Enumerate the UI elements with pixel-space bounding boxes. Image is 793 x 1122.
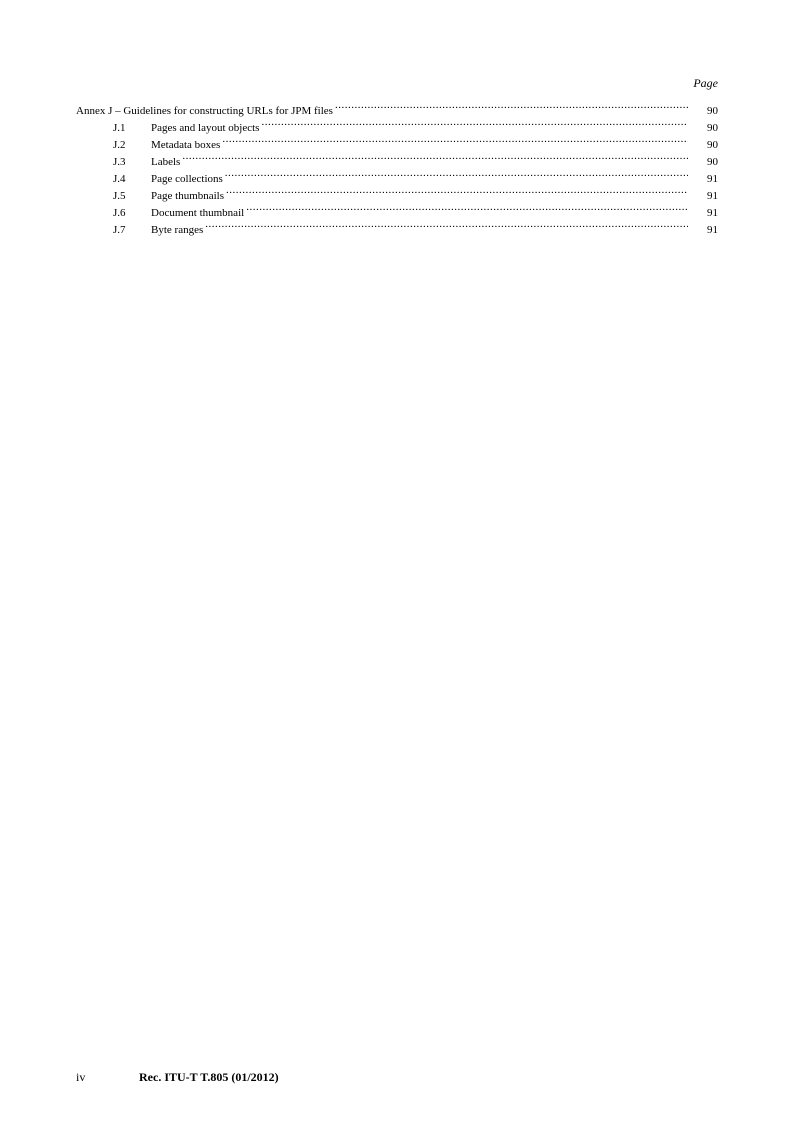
toc-entry-title: Document thumbnail [151,207,245,219]
toc-entry-title: Page thumbnails [151,190,225,202]
toc-entry-number: J.1 [113,122,126,134]
footer-page-number: iv [76,1070,86,1084]
toc-dot-leader [246,199,688,216]
toc-dot-leader [182,148,688,165]
toc-entry-title: Byte ranges [151,224,204,236]
toc-dot-leader [205,216,688,233]
table-of-contents [76,97,718,236]
toc-entry-page: 90 [707,156,718,168]
toc-entry-number: J.6 [113,207,126,219]
toc-entry-title: Metadata boxes [151,139,221,151]
toc-entry-number: J.7 [113,224,126,236]
toc-entry-page: 90 [707,139,718,151]
toc-entry-title: Page collections [151,173,223,185]
toc-entry-annex-j[interactable] [76,97,718,117]
footer-document-reference: Rec. ITU-T T.805 (01/2012) [139,1070,279,1084]
toc-dot-leader [226,182,688,199]
toc-entry-page: 90 [707,105,718,117]
toc-entry-title: Pages and layout objects [151,122,260,134]
toc-entry-page: 91 [707,190,718,202]
toc-entry-page: 91 [707,173,718,185]
toc-entry-title: Annex J – Guidelines for constructing URLs for JPM files [76,105,333,117]
toc-dot-leader [261,114,688,131]
toc-entry-page: 91 [707,224,718,236]
toc-dot-leader [335,97,688,114]
toc-dot-leader [225,165,688,182]
toc-entry-page: 91 [707,207,718,219]
toc-entry-number: J.5 [113,190,126,202]
toc-entry-number: J.3 [113,156,126,168]
page-footer [76,1070,279,1084]
toc-entry-title: Labels [151,156,181,168]
toc-entry-page: 90 [707,122,718,134]
toc-dot-leader [222,131,688,148]
page-column-heading: Page [693,76,718,90]
toc-entry-number: J.4 [113,173,126,185]
toc-entry-number: J.2 [113,139,126,151]
